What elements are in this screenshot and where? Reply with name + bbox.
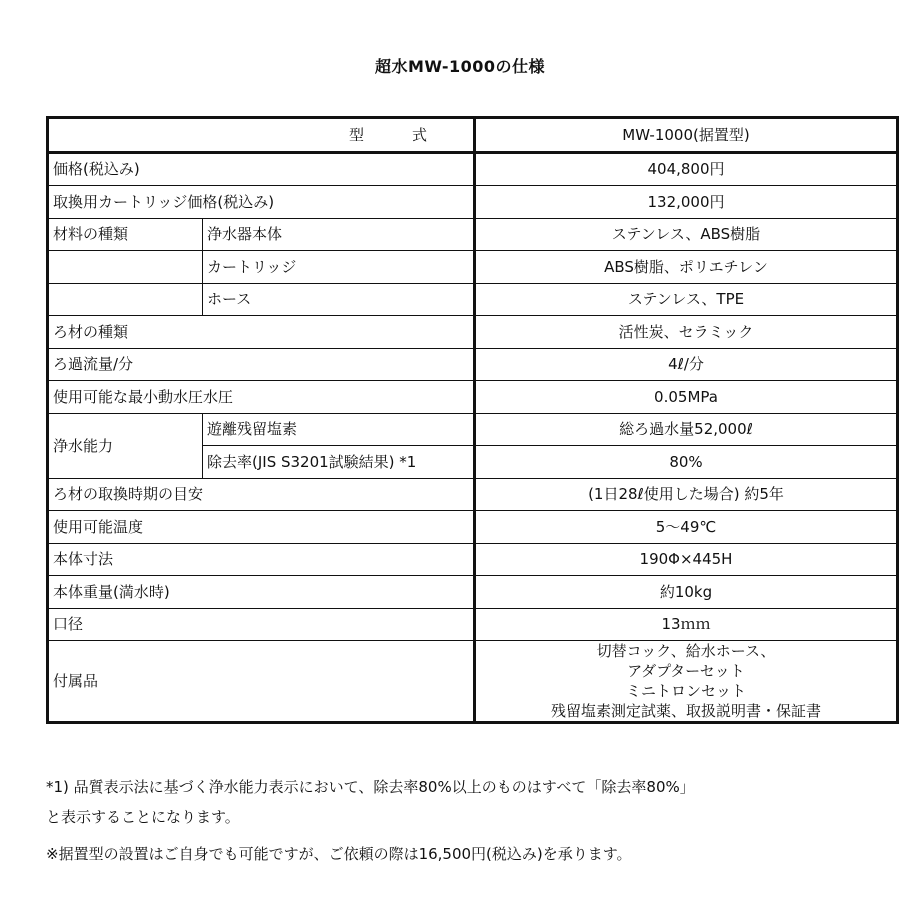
row-sublabel: ホース bbox=[203, 283, 475, 316]
row-sublabel: 除去率(JIS S3201試験結果) *1 bbox=[203, 446, 475, 479]
row-value: 4ℓ/分 bbox=[475, 348, 898, 381]
model-header bbox=[48, 118, 475, 153]
row-value: ステンレス、ABS樹脂 bbox=[475, 218, 898, 251]
row-value: 13ｍｍ bbox=[475, 608, 898, 641]
footnote-1-line-2: と表示することになります。 bbox=[46, 808, 240, 826]
table-row bbox=[48, 381, 898, 414]
row-value: 404,800円 bbox=[475, 152, 898, 186]
row-value: 約10kg bbox=[475, 576, 898, 609]
footnote-1-line-1: *1) 品質表示法に基づく浄水能力表示において、除去率80%以上のものはすべて「除去率80%」 bbox=[46, 778, 695, 796]
model-header-label-a: 型 bbox=[349, 125, 367, 144]
empty-cell bbox=[48, 251, 203, 284]
table-row bbox=[48, 118, 898, 153]
table-row bbox=[48, 348, 898, 381]
table-row bbox=[48, 511, 898, 544]
row-label: 口径 bbox=[48, 608, 475, 641]
table-row bbox=[48, 608, 898, 641]
accessory-line: ミニトロンセット bbox=[625, 682, 746, 700]
table-row bbox=[48, 251, 898, 284]
row-value: 5〜49℃ bbox=[475, 511, 898, 544]
row-label: 浄水能力 bbox=[48, 413, 203, 478]
row-label: 使用可能温度 bbox=[48, 511, 475, 544]
row-label: 価格(税込み) bbox=[48, 152, 475, 186]
table-row bbox=[48, 543, 898, 576]
row-value: ABS樹脂、ポリエチレン bbox=[475, 251, 898, 284]
table-row bbox=[48, 316, 898, 349]
row-value: (1日28ℓ使用した場合) 約5年 bbox=[475, 478, 898, 511]
row-label: ろ過流量/分 bbox=[48, 348, 475, 381]
row-value: 総ろ過水量52,000ℓ bbox=[475, 413, 898, 446]
row-sublabel: 遊離残留塩素 bbox=[203, 413, 475, 446]
table-row bbox=[48, 152, 898, 186]
table-row bbox=[48, 576, 898, 609]
row-value: ステンレス、TPE bbox=[475, 283, 898, 316]
row-label: 本体重量(満水時) bbox=[48, 576, 475, 609]
row-value: 80% bbox=[475, 446, 898, 479]
row-label: 材料の種類 bbox=[48, 218, 203, 251]
row-label: ろ材の種類 bbox=[48, 316, 475, 349]
row-value: 活性炭、セラミック bbox=[475, 316, 898, 349]
row-label: 取換用カートリッジ価格(税込み) bbox=[48, 186, 475, 219]
accessory-line: 残留塩素測定試薬、取扱説明書・保証書 bbox=[550, 702, 821, 720]
table-row bbox=[48, 218, 898, 251]
row-label: ろ材の取換時期の目安 bbox=[48, 478, 475, 511]
table-row bbox=[48, 478, 898, 511]
accessory-line: アダプターセット bbox=[627, 662, 745, 680]
table-row bbox=[48, 186, 898, 219]
row-sublabel: 浄水器本体 bbox=[203, 218, 475, 251]
row-label: 付属品 bbox=[48, 641, 475, 723]
table-row bbox=[48, 413, 898, 446]
accessory-line: 切替コック、給水ホース、 bbox=[596, 642, 776, 660]
model-value: MW-1000(据置型) bbox=[475, 118, 898, 153]
row-value: 0.05MPa bbox=[475, 381, 898, 414]
spec-table bbox=[46, 116, 899, 724]
table-row bbox=[48, 641, 898, 723]
page-title: 超水MW-1000の仕様 bbox=[374, 57, 546, 76]
row-label: 本体寸法 bbox=[48, 543, 475, 576]
empty-cell bbox=[48, 283, 203, 316]
row-value: 190Φ×445H bbox=[475, 543, 898, 576]
row-value: 132,000円 bbox=[475, 186, 898, 219]
footnote-2: ※据置型の設置はご自身でも可能ですが、ご依頼の際は16,500円(税込み)を承ります。 bbox=[46, 845, 632, 863]
row-sublabel: カートリッジ bbox=[203, 251, 475, 284]
model-header-label-b: 式 bbox=[412, 125, 430, 144]
accessories-value bbox=[475, 641, 898, 723]
table-row bbox=[48, 283, 898, 316]
row-label: 使用可能な最小動水圧水圧 bbox=[48, 381, 475, 414]
